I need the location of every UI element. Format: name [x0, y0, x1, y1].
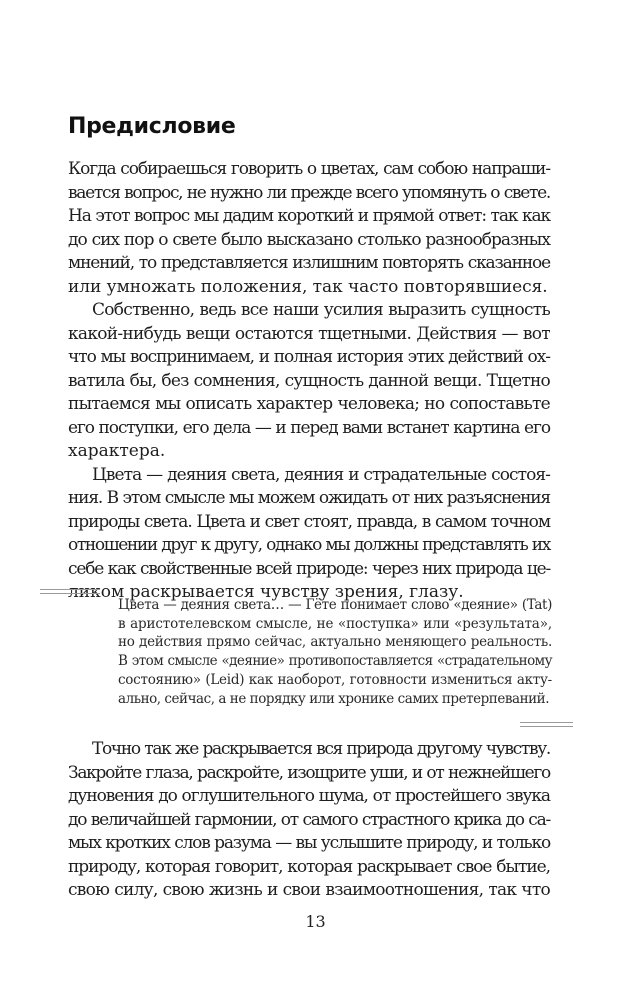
text-line: На этот вопрос мы дадим короткий и прямой ответ: так как	[68, 206, 550, 226]
text-line: что мы воспринимаем, и полная история этих действий ох-	[68, 347, 550, 367]
note-line: состоянию» (Leid) как наоборот, готовности измениться акту-	[118, 671, 552, 688]
text-line: до сих пор о свете было высказано столько разнообразных	[68, 229, 550, 250]
note-line: в аристотелевском смысле, не «поступка» или «результата»,	[118, 615, 552, 632]
text-line: ватила бы, без сомнения, сущность данной вещи. Тщетно	[68, 370, 550, 391]
text-line: или умножать положения, так часто повторявшиеся.	[68, 276, 548, 297]
text-line: дуновения до оглушительного шума, от простейшего звука	[68, 786, 550, 806]
body-text-bottom	[68, 738, 550, 903]
note-line: Цвета — деяния света… — Гёте понимает слово «деяние» (Tat)	[118, 597, 552, 613]
text-line: ликом раскрывается чувству зрения, глазу.	[68, 582, 464, 602]
commentary-note	[118, 596, 552, 708]
note-line: но действия прямо сейчас, актуально меняющего реальность.	[118, 634, 552, 651]
note-line: В этом смысле «деяние» противопоставляется «страдательному	[118, 653, 552, 670]
text-line: какой-нибудь вещи остаются тщетными. Действия — вот	[68, 323, 550, 344]
text-line: вается вопрос, не нужно ли прежде всего упомянуть о свете.	[68, 182, 550, 203]
text-line: Цвета — деяния света, деяния и страдательные состоя-	[92, 464, 550, 485]
chapter-heading: Предисловие	[68, 114, 236, 139]
text-line: пытаемся мы описать характер человека; но сопоставьте	[68, 394, 550, 414]
text-line: ния. В этом смысле мы можем ожидать от них разъяснения	[68, 488, 550, 508]
note-line: ально, сейчас, а не порядку или хронике самих претерпеваний.	[118, 690, 550, 707]
text-line: себе как свойственные всей природе: через них природа це-	[68, 558, 550, 579]
note-end-rule	[520, 722, 573, 730]
text-line: мых кротких слов разума — вы услышите природу, и только	[68, 833, 550, 853]
text-line: Точно так же раскрывается вся природа другому чувству.	[92, 739, 550, 759]
page-number: 13	[305, 912, 326, 931]
text-line: природу, которая говорит, которая раскрывает свое бытие,	[68, 856, 550, 877]
text-line: отношении друг к другу, однако мы должны представлять их	[68, 535, 550, 555]
text-line: свою силу, свою жизнь и свои взаимоотношения, так что	[68, 880, 550, 900]
text-line: природы света. Цвета и свет стоят, правда, в самом точном	[68, 511, 550, 532]
text-line: Когда собираешься говорить о цветах, сам собою напраши-	[68, 159, 550, 179]
text-line: его поступки, его дела — и перед вами встанет картина его	[68, 417, 550, 438]
text-line: Закройте глаза, раскройте, изощрите уши, и от нежнейшего	[68, 762, 550, 783]
body-text-top	[68, 158, 550, 605]
note-start-rule	[40, 589, 100, 597]
text-line: характера.	[68, 441, 166, 461]
text-line: Собственно, ведь все наши усилия выразить сущность	[92, 300, 550, 320]
text-line: мнений, то представляется излишним повторять сказанное	[68, 253, 550, 273]
text-line: до величайшей гармонии, от самого страстного крика до са-	[68, 809, 550, 830]
